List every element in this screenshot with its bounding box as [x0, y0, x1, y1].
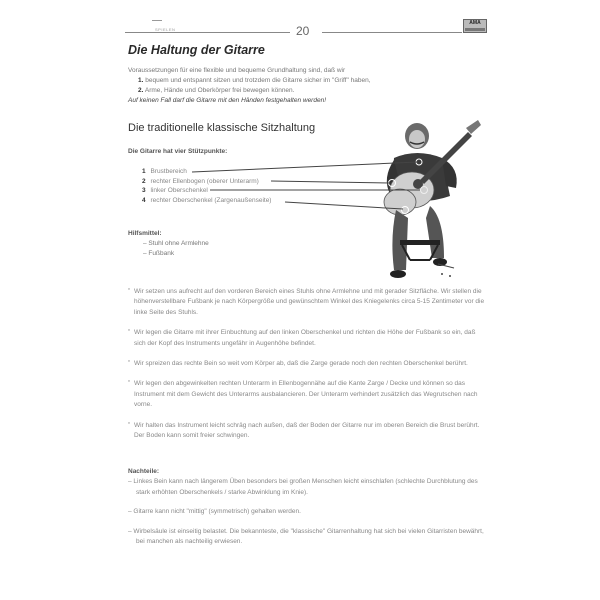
instruction-text: Wir spreizen das rechte Bein so weit vom Körper ab, daß die Zarge gerade noch den rechten Oberschenkel berührt.	[134, 360, 468, 368]
disadvantage-item: – Wirbelsäule ist einseitig belastet. Die bekannteste, die "klassische" Gitarrenhaltung hat sich bei vielen Gitarristen bewährt, bei manchen als nachteilig erwiesen.	[128, 527, 484, 546]
logo-text: AMA	[469, 20, 481, 26]
instruction-text: Wir halten das Instrument leicht schräg nach außen, daß der Boden der Gitarre nur im oberen Bereich die Brust berührt. Der Boden kann somit freier schwingen.	[134, 421, 480, 440]
disadvantage-item: – Linkes Bein kann nach längerem Üben besonders bei großen Menschen leicht einschlafen (schlechte Durchblutung des stark erhöhten Oberschenkels / starke Abwinklung im Knie).	[128, 478, 478, 496]
series-label: SPIELEN	[155, 27, 176, 32]
intro-item-text: Arme, Hände und Oberkörper frei bewegen können.	[144, 87, 295, 94]
instruction-text: Wir legen die Gitarre mit ihrer Einbuchtung auf den linken Oberschenkel und richten die Höhe der Fußbank so ein, daß sich der Kopf des Instruments ungefähr in Augenhöhe befindet.	[134, 329, 476, 347]
page-number: 20	[296, 24, 310, 38]
page-title: Die Haltung der Gitarre	[128, 43, 265, 57]
disadvantage-item: – Gitarre kann nicht "mittig" (symmetrisch) gehalten werden.	[128, 508, 301, 516]
support-points-list	[142, 167, 271, 205]
asterisk-marker: *	[128, 360, 130, 367]
asterisk-marker: *	[128, 380, 130, 387]
asterisk-marker: *	[128, 329, 130, 336]
support-point-number: 4	[142, 196, 146, 204]
disadvantages-label: Nachteile:	[128, 468, 160, 475]
disadvantages-block	[128, 467, 488, 556]
instruction-text: Wir legen den abgewinkelten rechten Unterarm in Ellenbogennähe auf die Kante Zarge / Decke und können so das Instrument mit dem Gewicht des Unterarms ausbalancieren. Der Unterarm verhindert zusätzlich das Wegrutschen nach vorne.	[134, 380, 478, 409]
support-point-number: 2	[142, 177, 146, 185]
support-point	[142, 177, 271, 187]
support-point-text: Brustbereich	[150, 168, 187, 175]
header-mark	[152, 20, 162, 21]
publisher-logo	[463, 19, 487, 33]
guitarist-photo	[372, 118, 482, 286]
support-point-text: rechter Oberschenkel (Zargenaußenseite)	[150, 196, 272, 204]
intro-item-text: bequem und entspannt sitzen und trotzdem die Gitarre sicher im "Griff" haben,	[145, 77, 371, 84]
instruction-item	[128, 287, 488, 318]
intro-item-number: 1.	[138, 77, 144, 84]
instruction-item	[128, 359, 488, 369]
intro-lead: Voraussetzungen für eine flexible und bequeme Grundhaltung sind, daß wir	[128, 67, 346, 74]
instruction-text: Wir setzen uns aufrecht auf den vorderen Bereich eines Stuhls ohne Armlehne und mit gerader Sitzfläche. Wir stellen die höhenverstellbare Fußbank je nach Körpergröße und gewünschtem Winkel des Kniegelenks circa 5-15 Zentimeter vor die linke Seite des Stuhls.	[134, 288, 485, 316]
support-point-number: 3	[142, 187, 146, 195]
intro-block	[128, 66, 488, 106]
instruction-item	[128, 379, 488, 410]
support-point-number: 1	[142, 168, 146, 175]
instructions-list	[128, 287, 488, 451]
support-point	[142, 186, 271, 196]
support-point-text: rechter Ellenbogen (oberer Unterarm)	[150, 177, 259, 185]
support-point	[142, 167, 271, 177]
support-point-text: linker Oberschenkel	[150, 187, 208, 195]
aids-item: – Fußbank	[143, 250, 175, 257]
aids-item: – Stuhl ohne Armlehne	[143, 240, 209, 247]
instruction-item	[128, 328, 488, 349]
aids-block	[128, 229, 209, 259]
intro-warning: Auf keinen Fall darf die Gitarre mit den Händen festgehalten werden!	[128, 97, 327, 104]
asterisk-marker: *	[128, 288, 130, 294]
header-rule-left	[125, 32, 290, 33]
intro-item-number: 2.	[138, 87, 144, 94]
header-rule-right	[322, 32, 462, 33]
intro-item	[128, 86, 488, 96]
asterisk-marker: *	[128, 421, 130, 428]
intro-item	[128, 76, 488, 86]
instruction-item	[128, 421, 488, 442]
section-title: Die traditionelle klassische Sitzhaltung	[128, 122, 316, 134]
logo-bar	[465, 28, 485, 31]
aids-label: Hilfsmittel:	[128, 230, 162, 237]
section-subtitle: Die Gitarre hat vier Stützpunkte:	[128, 148, 228, 155]
support-point	[142, 196, 271, 206]
